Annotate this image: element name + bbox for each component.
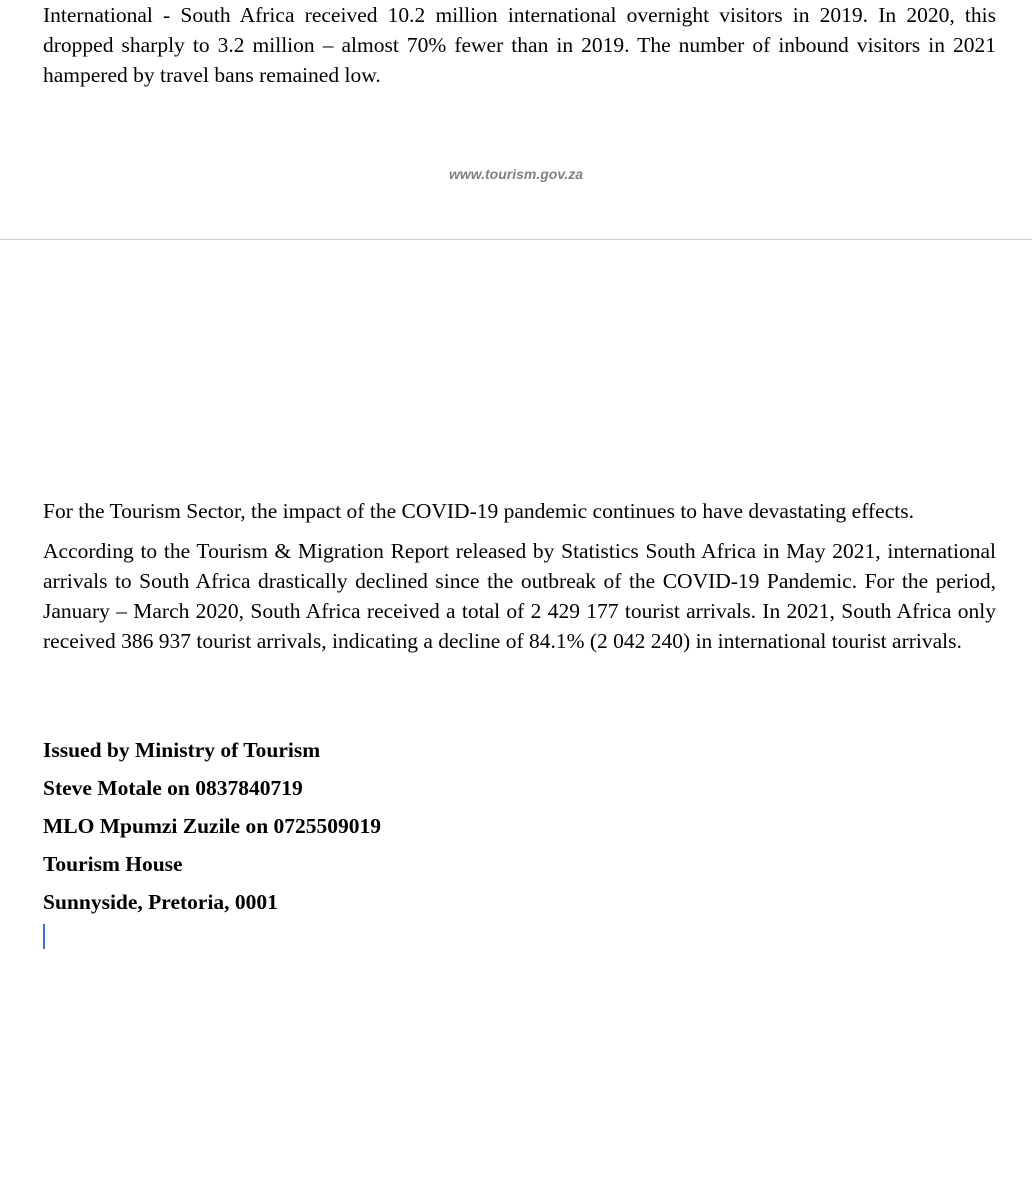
contact-building[interactable]: Tourism House: [43, 852, 183, 876]
impact-paragraph[interactable]: For the Tourism Sector, the impact of the COVID-19 pandemic continues to have devastating effects.: [43, 499, 914, 523]
contact-block: [43, 731, 381, 921]
document-page-one: [0, 0, 1032, 240]
intro-paragraph[interactable]: International - South Africa received 10.2 million international overnight visitors in 2019. In 2020, this dropped sharply to 3.2 million – almost 70% fewer than in 2019. The number of inbound visitors in 2021 hampered by travel bans remained low.: [43, 3, 996, 87]
page-divider: [0, 239, 1032, 240]
report-paragraph[interactable]: According to the Tourism & Migration Report released by Statistics South Africa in May 2021, international arrivals to South Africa drastically declined since the outbreak of the COVID-19 Pandemic. For the period, January – March 2020, South Africa received a total of 2 429 177 tourist arrivals. In 2021, South Africa only received 386 937 tourist arrivals, indicating a decline of 84.1% (2 042 240) in international tourist arrivals.: [43, 539, 996, 653]
contact-address[interactable]: Sunnyside, Pretoria, 0001: [43, 890, 278, 914]
text-cursor[interactable]: [43, 924, 45, 949]
contact-issuer[interactable]: Issued by Ministry of Tourism: [43, 738, 321, 762]
contact-media-liaison[interactable]: MLO Mpumzi Zuzile on 0725509019: [43, 814, 382, 838]
contact-spokesperson[interactable]: Steve Motale on 0837840719: [43, 776, 303, 800]
footer-url: www.tourism.gov.za: [448, 166, 584, 182]
